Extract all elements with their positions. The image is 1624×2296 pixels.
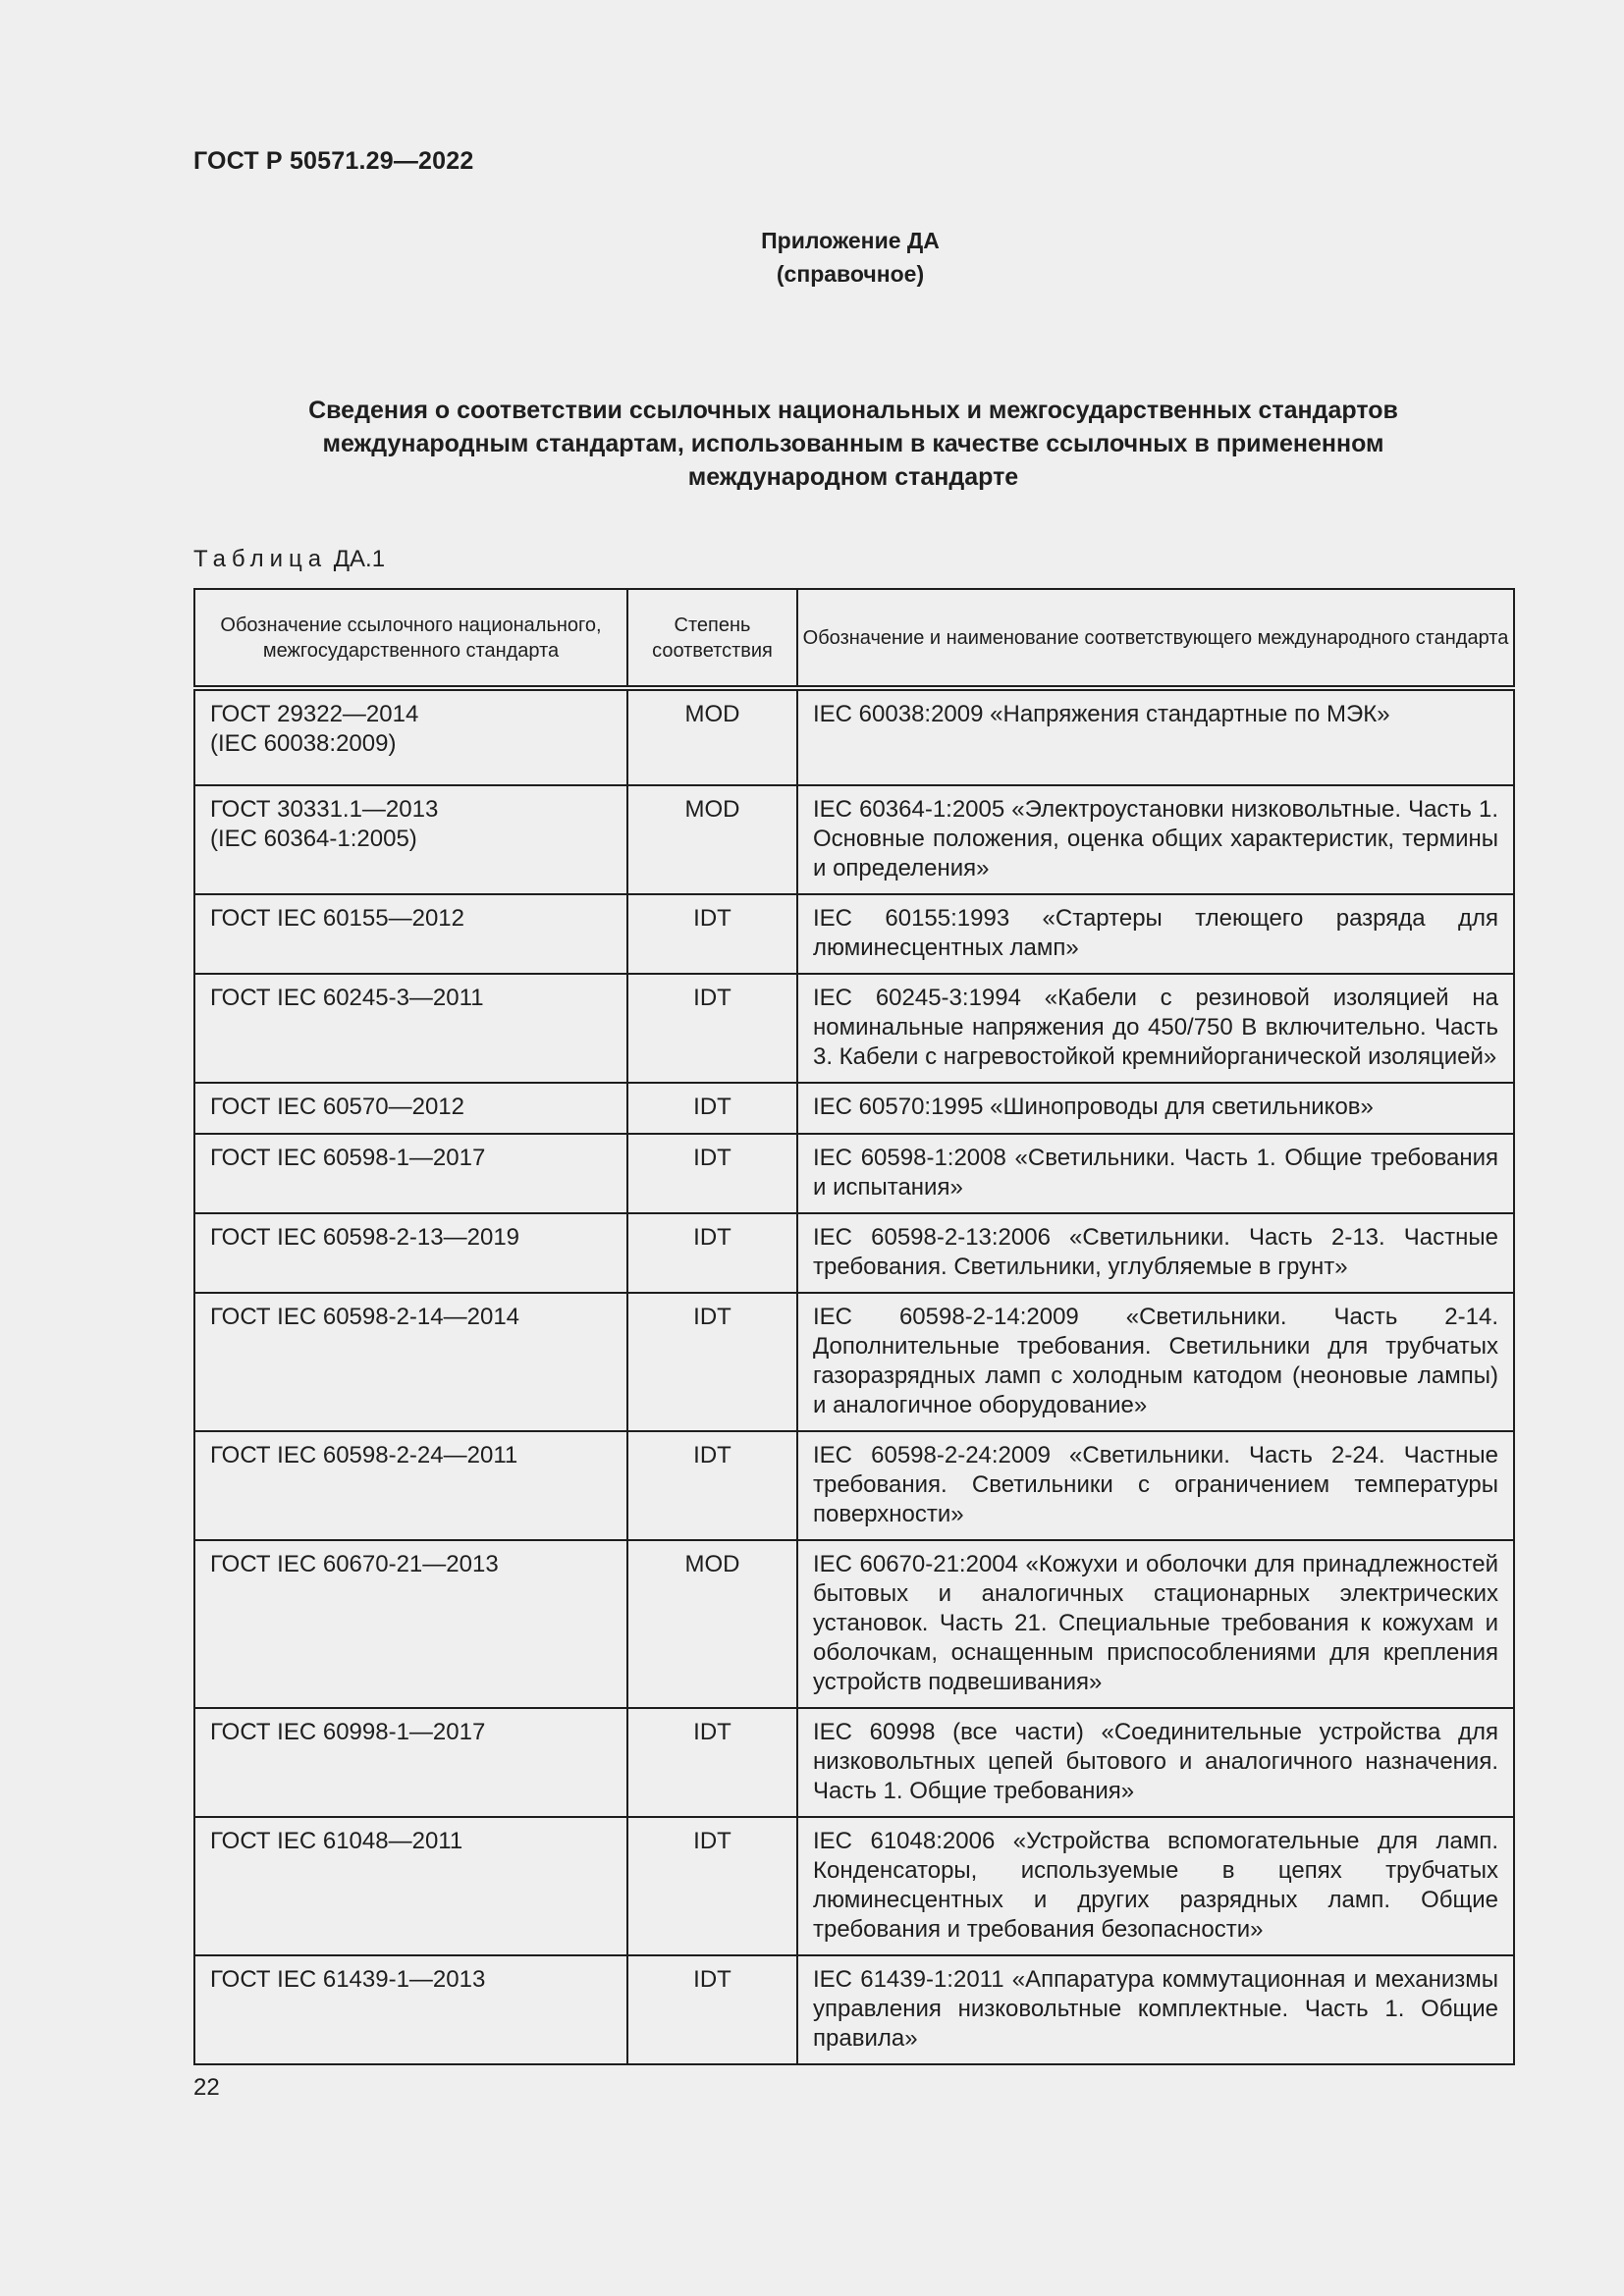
national-standard-cell: ГОСТ IEC 61048—2011 xyxy=(194,1817,627,1955)
international-standard-cell: IEC 60598-2-14:2009 «Светильники. Часть 2-14. Дополнительные требования. Светильники для трубчатых газоразрядных ламп с холодным катодом (неоновые лампы) и аналогичное оборудование» xyxy=(797,1293,1514,1431)
national-standard-cell: ГОСТ IEC 60670-21—2013 xyxy=(194,1540,627,1708)
table-row xyxy=(194,894,1514,974)
table-header-row xyxy=(194,589,1514,688)
international-standard-cell: IEC 61439-1:2011 «Аппаратура коммутационная и механизмы управления низковольтные комплектные. Часть 1. Общие правила» xyxy=(797,1955,1514,2064)
table-row xyxy=(194,785,1514,894)
national-standard-cell: ГОСТ IEC 60998-1—2017 xyxy=(194,1708,627,1817)
document-code: ГОСТ Р 50571.29—2022 xyxy=(193,147,474,175)
appendix-subtitle: (справочное) xyxy=(776,261,925,287)
table-label-word: Таблица xyxy=(193,546,328,572)
national-standard-cell: ГОСТ IEC 60598-2-13—2019 xyxy=(194,1213,627,1293)
national-standard-cell: ГОСТ IEC 60598-2-14—2014 xyxy=(194,1293,627,1431)
table-label-number: ДА.1 xyxy=(333,546,386,572)
national-standard-cell: ГОСТ IEC 60155—2012 xyxy=(194,894,627,974)
national-standard-cell: ГОСТ IEC 60598-1—2017 xyxy=(194,1134,627,1213)
table-row xyxy=(194,974,1514,1083)
international-standard-cell: IEC 60570:1995 «Шинопроводы для светильников» xyxy=(797,1083,1514,1134)
table-row xyxy=(194,1293,1514,1431)
section-title-line: международным стандартам, использованным в качестве ссылочных в примененном xyxy=(322,430,1384,457)
degree-cell: IDT xyxy=(627,1293,797,1431)
international-standard-cell: IEC 60598-1:2008 «Светильники. Часть 1. Общие требования и испытания» xyxy=(797,1134,1514,1213)
table-body xyxy=(194,688,1514,2064)
appendix-heading xyxy=(0,224,1624,291)
international-standard-cell: IEC 60598-2-24:2009 «Светильники. Часть 2-24. Частные требования. Светильники с ограничением температуры поверхности» xyxy=(797,1431,1514,1540)
table-row xyxy=(194,1540,1514,1708)
table-row xyxy=(194,1708,1514,1817)
national-standard-cell: ГОСТ 30331.1—2013 (IEC 60364-1:2005) xyxy=(194,785,627,894)
national-standard-cell: ГОСТ 29322—2014 (IEC 60038:2009) xyxy=(194,688,627,785)
degree-cell: IDT xyxy=(627,1817,797,1955)
header-international-standard: Обозначение и наименование соответствующего международного стандарта xyxy=(797,589,1514,688)
degree-cell: IDT xyxy=(627,1083,797,1134)
degree-cell: IDT xyxy=(627,1134,797,1213)
national-standard-cell: ГОСТ IEC 60245-3—2011 xyxy=(194,974,627,1083)
international-standard-cell: IEC 60038:2009 «Напряжения стандартные по МЭК» xyxy=(797,688,1514,785)
degree-cell: IDT xyxy=(627,1431,797,1540)
degree-cell: IDT xyxy=(627,894,797,974)
table-row xyxy=(194,1083,1514,1134)
appendix-title: Приложение ДА xyxy=(761,228,940,253)
international-standard-cell: IEC 60245-3:1994 «Кабели с резиновой изоляцией на номинальные напряжения до 450/750 В включительно. Часть 3. Кабели с нагревостойкой кремнийорганической изоляцией» xyxy=(797,974,1514,1083)
header-national-standard: Обозначение ссылочного национального, межгосударственного стандарта xyxy=(194,589,627,688)
national-standard-cell: ГОСТ IEC 60598-2-24—2011 xyxy=(194,1431,627,1540)
section-title xyxy=(193,394,1513,494)
table-label xyxy=(193,546,385,573)
international-standard-cell: IEC 60598-2-13:2006 «Светильники. Часть 2-13. Частные требования. Светильники, углубляемые в грунт» xyxy=(797,1213,1514,1293)
degree-cell: MOD xyxy=(627,688,797,785)
table-row xyxy=(194,1431,1514,1540)
page-number: 22 xyxy=(193,2074,220,2101)
section-title-line: международном стандарте xyxy=(687,463,1019,491)
degree-cell: IDT xyxy=(627,1955,797,2064)
international-standard-cell: IEC 60670-21:2004 «Кожухи и оболочки для принадлежностей бытовых и аналогичных стационарных электрических установок. Часть 21. Специальные требования к кожухам и оболочкам, оснащенным приспособлениями для крепления устройств подвешивания» xyxy=(797,1540,1514,1708)
international-standard-cell: IEC 60998 (все части) «Соединительные устройства для низковольтных цепей бытового и аналогичного назначения. Часть 1. Общие требования» xyxy=(797,1708,1514,1817)
section-title-line: Сведения о соответствии ссылочных национальных и межгосударственных стандартов xyxy=(308,397,1398,424)
header-degree: Степень соответствия xyxy=(627,589,797,688)
degree-cell: IDT xyxy=(627,1708,797,1817)
national-standard-cell: ГОСТ IEC 60570—2012 xyxy=(194,1083,627,1134)
international-standard-cell: IEC 60364-1:2005 «Электроустановки низковольтные. Часть 1. Основные положения, оценка общих характеристик, термины и определения» xyxy=(797,785,1514,894)
table-row xyxy=(194,1817,1514,1955)
references-table xyxy=(193,588,1515,2065)
national-standard-cell: ГОСТ IEC 61439-1—2013 xyxy=(194,1955,627,2064)
table-row xyxy=(194,688,1514,785)
degree-cell: MOD xyxy=(627,785,797,894)
table-row xyxy=(194,1955,1514,2064)
international-standard-cell: IEC 60155:1993 «Стартеры тлеющего разряда для люминесцентных ламп» xyxy=(797,894,1514,974)
table-row xyxy=(194,1134,1514,1213)
international-standard-cell: IEC 61048:2006 «Устройства вспомогательные для ламп. Конденсаторы, используемые в цепях трубчатых люминесцентных и других разрядных ламп. Общие требования и требования безопасности» xyxy=(797,1817,1514,1955)
degree-cell: IDT xyxy=(627,1213,797,1293)
degree-cell: MOD xyxy=(627,1540,797,1708)
table-row xyxy=(194,1213,1514,1293)
degree-cell: IDT xyxy=(627,974,797,1083)
